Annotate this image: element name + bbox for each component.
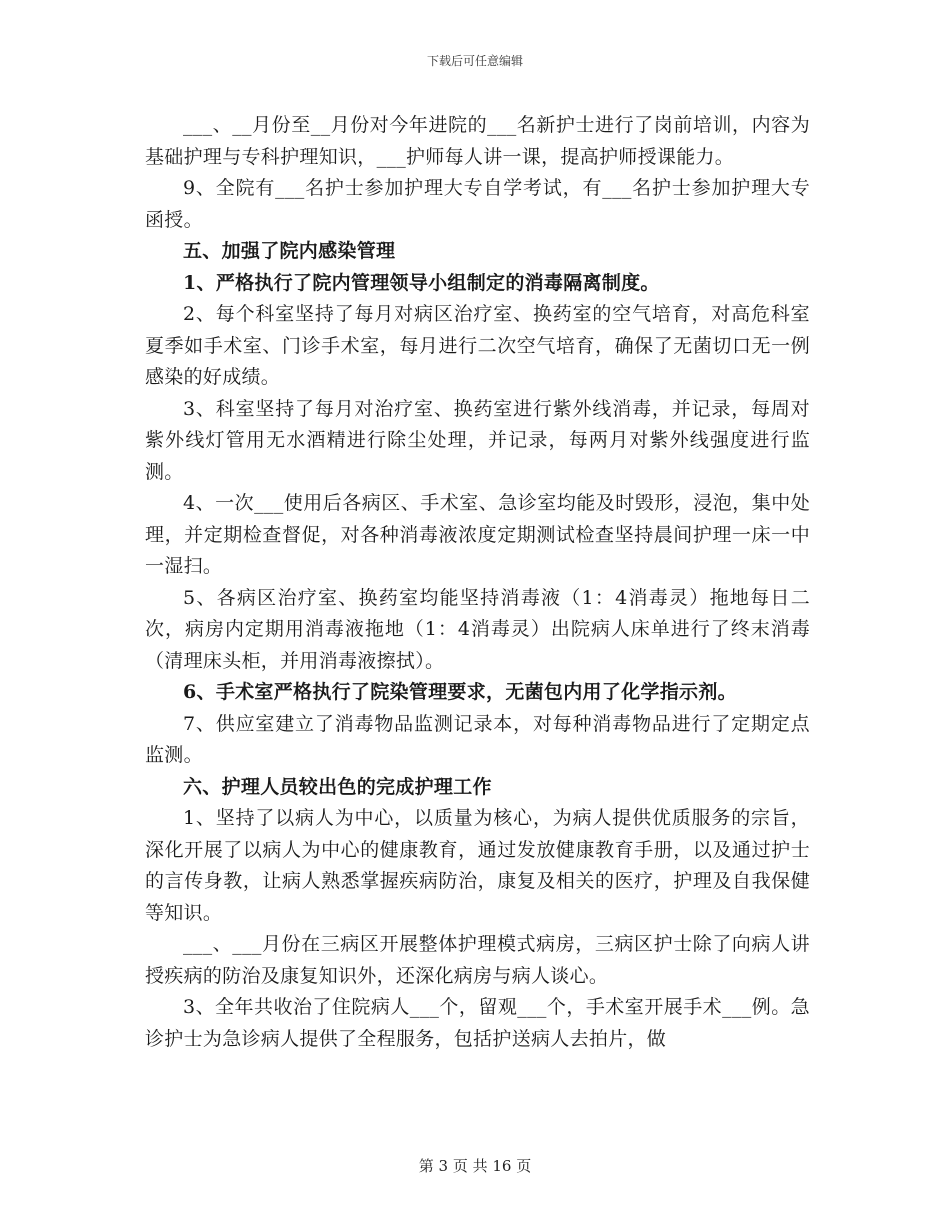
section-heading: 五、加强了院内感染管理 (183, 240, 396, 262)
page-header: 下载后可任意编辑 (426, 54, 523, 68)
section-heading: 六、护理人员较出色的完成护理工作 (183, 775, 492, 798)
paragraph: 4、一次___使用后各病区、手术室、急诊室均能及时毁形，浸泡，集中处理，并定期检查督促，对各种消毒液浓度定期测试检查坚持晨间护理一床一中一湿扫。 (145, 492, 810, 577)
paragraph: 2、每个科室坚持了每月对病区治疗室、换药室的空气培育，对高危科室夏季如手术室、门诊手术室，每月进行二次空气培育，确保了无菌切口无一例感染的好成绩。 (145, 303, 810, 388)
paragraph: 5、各病区治疗室、换药室均能坚持消毒液（1：4消毒灵）拖地每日二次，病房内定期用消毒液拖地（1：4消毒灵）出院病人床单进行了终末消毒（清理床头柜，并用消毒液擦拭）。 (145, 586, 810, 672)
paragraph: 3、科室坚持了每月对治疗室、换药室进行紫外线消毒，并记录，每周对紫外线灯管用无水酒精进行除尘处理，并记录，每两月对紫外线强度进行监测。 (145, 397, 810, 483)
paragraph: 3、全年共收治了住院病人___个，留观___个，手术室开展手术___例。急诊护士为急诊病人提供了全程服务，包括护送病人去拍片，做 (145, 996, 810, 1050)
page-number: 第 3 页 共 16 页 (418, 1157, 532, 1175)
paragraph: 1、坚持了以病人为中心，以质量为核心，为病人提供优质服务的宗旨，深化开展了以病人为中心的健康教育，通过发放健康教育手册，以及通过护士的言传身教，让病人熟悉掌握疾病防治，康复及相关的医疗，护理及自我保健等知识。 (145, 807, 810, 924)
paragraph: ___、___月份在三病区开展整体护理模式病房，三病区护士除了向病人讲授疾病的防治及康复知识外，还深化病房与病人谈心。 (145, 933, 810, 987)
paragraph: ___、__月份至__月份对今年进院的___名新护士进行了岗前培训，内容为基础护理与专科护理知识，___护师每人讲一课，提高护师授课能力。 (145, 114, 810, 168)
paragraph: 9、全院有___名护士参加护理大专自学考试，有___名护士参加护理大专函授。 (145, 177, 810, 231)
paragraph: 6、手术室严格执行了院染管理要求，无菌包内用了化学指示剂。 (183, 681, 737, 703)
paragraph: 1、严格执行了院内管理领导小组制定的消毒隔离制度。 (183, 271, 660, 294)
document-body (145, 110, 810, 1055)
paragraph: 7、供应室建立了消毒物品监测记录本，对每种消毒物品进行了定期定点监测。 (145, 712, 810, 766)
